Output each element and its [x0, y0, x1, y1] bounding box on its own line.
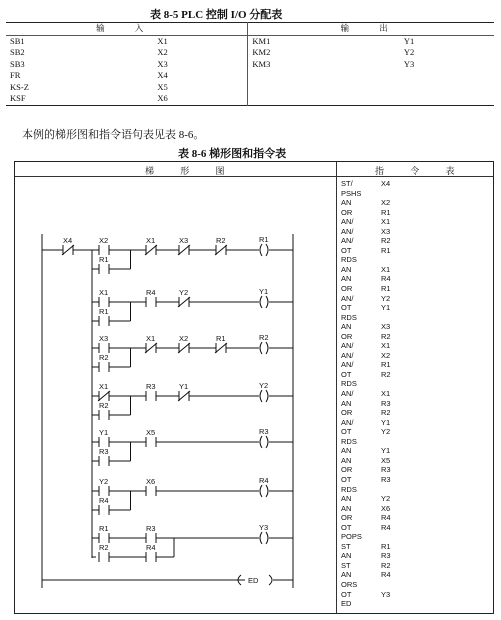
instruction-line: [341, 523, 391, 533]
input-device: SB1: [10, 35, 25, 46]
input-device: SB2: [10, 47, 25, 58]
output-header: 输 出: [248, 23, 494, 36]
coil-arc: [266, 244, 268, 256]
contact-label: X2: [179, 334, 189, 343]
instruction-operand: X4: [381, 179, 391, 188]
instruction-line: [341, 370, 391, 380]
contact-label: R4: [146, 288, 156, 297]
instruction-line: [341, 227, 391, 237]
instruction-line: [341, 418, 391, 428]
coil-label: R4: [259, 476, 269, 485]
instruction-operand: R4: [381, 274, 391, 284]
input-address: X4: [157, 70, 168, 81]
instruction-operand: R1: [381, 360, 391, 370]
coil-arc: [260, 296, 262, 308]
instruction-line: [341, 561, 391, 571]
instruction-op: ST: [341, 541, 351, 551]
instruction-line: [341, 599, 391, 609]
instruction-line: [341, 332, 391, 342]
contact-label: R3: [99, 447, 109, 456]
contact-label: Y2: [179, 288, 189, 297]
instruction-line: [341, 313, 391, 323]
instruction-operand: X1: [381, 389, 391, 399]
instruction-operand: X1: [381, 217, 391, 227]
instruction-operand: R2: [381, 408, 391, 418]
instruction-op: OT: [341, 245, 352, 255]
instruction-operand: Y2: [381, 293, 391, 303]
instruction-operand: X3: [381, 226, 391, 236]
coil-label: Y1: [259, 287, 269, 296]
contact-label: X1: [146, 236, 156, 245]
instruction-operand: Y2: [381, 494, 391, 504]
instruction-op: AN/: [341, 226, 354, 236]
coil-arc: [260, 390, 262, 402]
instruction-op: OT: [341, 427, 352, 437]
instruction-line: [341, 399, 391, 409]
coil-arc: [266, 485, 268, 497]
instruction-operand: R3: [381, 551, 391, 561]
instruction-op: AN: [341, 398, 352, 408]
contact-label: Y1: [179, 382, 189, 391]
instruction-op: AN/: [341, 360, 354, 370]
instruction-operand: X1: [381, 341, 391, 351]
instruction-operand: Y1: [381, 417, 391, 427]
instruction-line: [341, 446, 391, 456]
instruction-list: [341, 179, 391, 609]
instruction-op: PSHS: [341, 188, 362, 198]
instruction-line: [341, 513, 391, 523]
instruction-op: AN: [341, 551, 352, 561]
input-device: FR: [10, 70, 21, 81]
contact-label: R1: [216, 334, 226, 343]
instruction-operand: R3: [381, 398, 391, 408]
contact-label: X3: [99, 334, 109, 343]
instruction-operand: R1: [381, 541, 391, 551]
instruction-op: AN: [341, 264, 352, 274]
ladder-header: 梯 形 图: [145, 166, 237, 176]
instruction-line: [341, 265, 391, 275]
contact-label: R4: [146, 543, 156, 552]
coil-arc: [260, 532, 262, 544]
instruction-op: OT: [341, 303, 352, 313]
instruction-line: [341, 437, 391, 447]
instruction-op: OT: [341, 474, 352, 484]
contact-label: X1: [146, 334, 156, 343]
contact-label: R3: [146, 382, 156, 391]
instruction-operand: X3: [381, 322, 391, 332]
instruction-op: AN/: [341, 350, 354, 360]
instruction-op: ST/: [341, 179, 353, 188]
contact-label: Y2: [99, 477, 109, 486]
instruction-line: [341, 408, 391, 418]
contact-slash: [145, 343, 157, 353]
instruction-operand: R4: [381, 522, 391, 532]
input-device: KS-Z: [10, 81, 29, 92]
output-device: KM3: [248, 59, 400, 71]
instruction-op: AN/: [341, 341, 354, 351]
instruction-operand: R4: [381, 570, 391, 580]
instruction-op: OT: [341, 589, 352, 599]
instruction-operand: Y2: [381, 427, 391, 437]
contact-slash: [145, 245, 157, 255]
contact-label: X1: [99, 382, 109, 391]
instruction-line: [341, 322, 391, 332]
instruction-op: RDS: [341, 379, 357, 389]
coil-label: R2: [259, 333, 269, 342]
instruction-op: OR: [341, 513, 353, 523]
output-device: KM2: [248, 47, 400, 59]
instruction-line: [341, 360, 391, 370]
coil-arc: [266, 390, 268, 402]
contact-label: X2: [99, 236, 109, 245]
instruction-operand: R3: [381, 474, 391, 484]
instruction-op: RDS: [341, 255, 357, 265]
contact-label: X6: [146, 477, 156, 486]
contact-label: Y1: [99, 428, 109, 437]
instruction-op: AN/: [341, 236, 354, 246]
coil-arc: [266, 296, 268, 308]
coil-arc: [260, 342, 262, 354]
instruction-op: AN: [341, 322, 352, 332]
contact-slash: [178, 343, 190, 353]
instruction-op: ORS: [341, 579, 358, 589]
instruction-line: [341, 217, 391, 227]
instruction-line: [341, 303, 391, 313]
instruction-line: [341, 179, 391, 189]
instruction-operand: X6: [381, 503, 391, 513]
instruction-line: [341, 580, 391, 590]
instruction-op: AN: [341, 198, 352, 208]
contact-label: R2: [99, 401, 109, 410]
coil-arc: [266, 532, 268, 544]
input-header: 输 入: [6, 23, 248, 36]
contact-label: R1: [99, 524, 109, 533]
instruction-line: [341, 294, 391, 304]
instruction-line: [341, 542, 391, 552]
contact-label: R2: [99, 543, 109, 552]
instruction-line: [341, 494, 391, 504]
instruction-op: OR: [341, 331, 353, 341]
instruction-operand: Y3: [381, 589, 391, 599]
instruction-op: AN: [341, 494, 352, 504]
coil-label: R1: [259, 235, 269, 244]
contact-label: R4: [99, 496, 109, 505]
instruction-op: OR: [341, 408, 353, 418]
instruction-line: [341, 590, 391, 600]
instruction-operand: R1: [381, 245, 391, 255]
contact-label: X1: [99, 288, 109, 297]
contact-label: R2: [99, 353, 109, 362]
instruction-line: [341, 198, 391, 208]
instruction-line: [341, 255, 391, 265]
instruction-line: [341, 570, 391, 580]
coil-arc: [260, 485, 262, 497]
instruction-line: [341, 341, 391, 351]
contact-slash: [178, 391, 190, 401]
instruction-op: AN: [341, 570, 352, 580]
coil-label: Y2: [259, 381, 269, 390]
coil-arc: [266, 342, 268, 354]
coil-arc: [260, 436, 262, 448]
instruction-operand: X5: [381, 455, 391, 465]
instruction-op: OR: [341, 284, 353, 294]
input-address: X2: [157, 47, 168, 58]
end-label: ED: [248, 576, 259, 585]
contact-slash: [178, 245, 190, 255]
end-bracket: [269, 575, 272, 585]
instruction-line: [341, 551, 391, 561]
contact-label: X3: [179, 236, 189, 245]
instruction-operand: R1: [381, 207, 391, 217]
instruction-op: OR: [341, 465, 353, 475]
instruction-operand: R3: [381, 465, 391, 475]
coil-arc: [266, 436, 268, 448]
instruction-operand: R4: [381, 513, 391, 523]
instruction-operand: X2: [381, 350, 391, 360]
instruction-operand: R1: [381, 284, 391, 294]
instruction-operand: R2: [381, 236, 391, 246]
instruction-op: AN: [341, 455, 352, 465]
contact-label: R2: [216, 236, 226, 245]
instruction-operand: R2: [381, 560, 391, 570]
instruction-line: [341, 274, 391, 284]
instruction-op: AN/: [341, 417, 354, 427]
output-address: Y1: [403, 35, 415, 46]
table1-title: 表 8-5 PLC 控制 I/O 分配表: [150, 9, 283, 21]
coil-label: R3: [259, 427, 269, 436]
instruction-line: [341, 427, 391, 437]
instruction-op: ED: [341, 599, 352, 609]
input-address: X5: [157, 81, 168, 92]
instruction-operand: Y1: [381, 446, 391, 456]
input-address: X1: [157, 35, 168, 46]
instruction-op: AN: [341, 274, 352, 284]
instruction-line: [341, 379, 391, 389]
instruction-op: ST: [341, 560, 351, 570]
instruction-line: [341, 485, 391, 495]
instruction-op: AN/: [341, 217, 354, 227]
contact-label: X5: [146, 428, 156, 437]
contact-slash: [215, 245, 227, 255]
instruction-line: [341, 456, 391, 466]
instruction-line: [341, 246, 391, 256]
instruction-operand: Y1: [381, 303, 391, 313]
input-device: KSF: [10, 93, 26, 104]
table2-title: 表 8-6 梯形图和指令表: [178, 148, 287, 160]
contact-slash: [62, 245, 74, 255]
instruction-line: [341, 504, 391, 514]
instruction-op: RDS: [341, 312, 357, 322]
coil-arc: [260, 244, 262, 256]
input-device: SB3: [10, 58, 25, 69]
input-address: X6: [157, 93, 168, 104]
instruction-op: RDS: [341, 484, 357, 494]
contact-label: R1: [99, 307, 109, 316]
contact-slash: [98, 391, 110, 401]
coil-label: Y3: [259, 523, 269, 532]
instruction-op: OR: [341, 207, 353, 217]
instruction-op: RDS: [341, 436, 357, 446]
instruction-line: [341, 465, 391, 475]
contact-slash: [215, 343, 227, 353]
contact-slash: [178, 297, 190, 307]
instruction-line: [341, 208, 391, 218]
instruction-op: OT: [341, 369, 352, 379]
instruction-line: [341, 351, 391, 361]
contact-label: X4: [63, 236, 73, 245]
instruction-operand: R2: [381, 331, 391, 341]
instruction-op: AN: [341, 446, 352, 456]
input-address: X3: [157, 58, 168, 69]
instruction-line: [341, 475, 391, 485]
instruction-line: [341, 189, 391, 199]
instruction-operand: X1: [381, 264, 391, 274]
instruction-op: AN: [341, 503, 352, 513]
instruction-operand: X2: [381, 198, 391, 208]
instruction-line: [341, 284, 391, 294]
intro-text: 本例的梯形图和指令语句表见表 8-6。: [22, 129, 205, 141]
instr-header: 指 令 表: [375, 166, 467, 176]
instruction-operand: R2: [381, 369, 391, 379]
instruction-line: [341, 532, 391, 542]
instruction-line: [341, 236, 391, 246]
output-address: Y2: [403, 47, 415, 58]
output-address: Y3: [403, 58, 415, 69]
contact-label: R1: [99, 255, 109, 264]
instruction-line: [341, 389, 391, 399]
instruction-op: OT: [341, 522, 352, 532]
output-device: KM1: [248, 35, 400, 47]
instruction-op: AN/: [341, 389, 354, 399]
instruction-op: POPS: [341, 532, 362, 542]
instruction-op: AN/: [341, 293, 354, 303]
contact-label: R3: [146, 524, 156, 533]
